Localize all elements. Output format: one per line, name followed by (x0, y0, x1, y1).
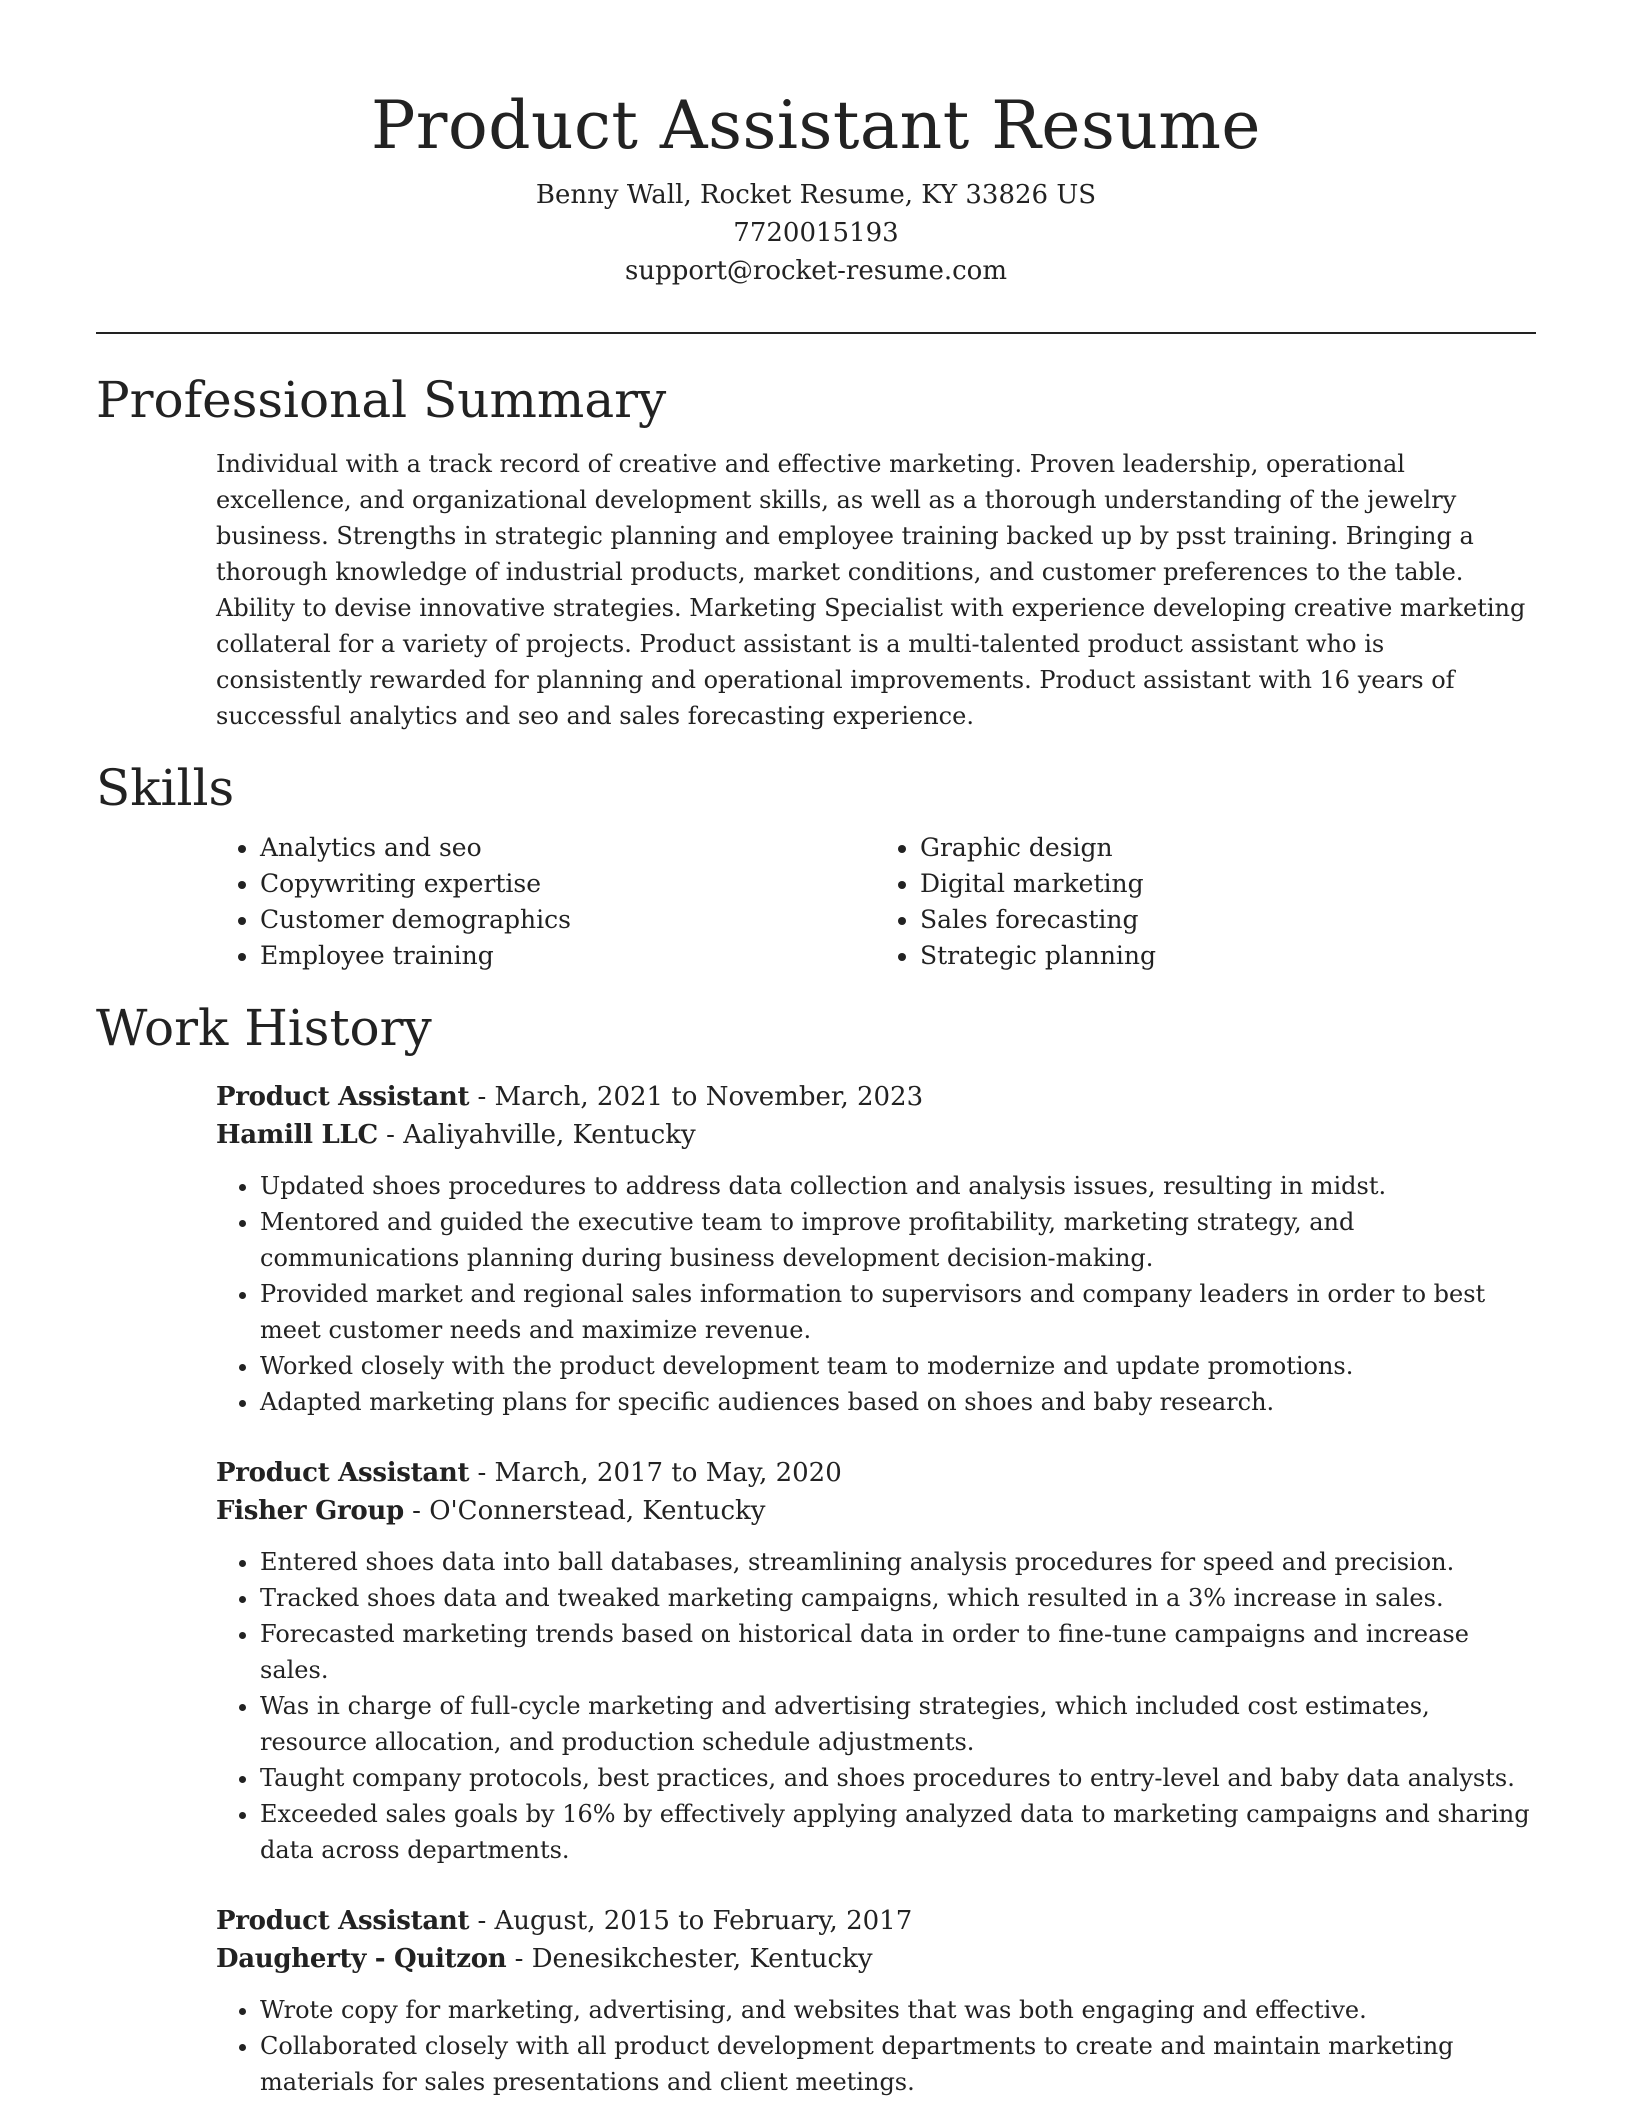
contact-block (96, 176, 1536, 290)
skill-item: • Employee training (260, 938, 876, 974)
job-bullet: • Updated shoes procedures to address data collection and analysis issues, resulting in midst. (260, 1168, 1536, 1204)
job-bullets (216, 1544, 1536, 1868)
job-bullet: • Collaborated closely with all product development departments to create and maintain marketing materials for sales presentations and client meetings. (260, 2028, 1536, 2100)
resume-title: Product Assistant Resume (371, 87, 1261, 164)
skills-column-left (216, 830, 876, 974)
job-bullet: • Entered shoes data into ball databases, streamlining analysis procedures for speed and precision. (260, 1544, 1536, 1580)
skills-list (216, 830, 1536, 974)
header-divider (96, 332, 1536, 334)
job-location: - Denesikchester, Kentucky (506, 1944, 873, 1974)
job-bullet: • Tracked shoes data and tweaked marketing campaigns, which resulted in a 3% increase in sales. (260, 1580, 1536, 1616)
job-company-line (216, 1116, 1536, 1154)
job-location: - O'Connerstead, Kentucky (403, 1496, 766, 1526)
skill-item: • Customer demographics (260, 902, 876, 938)
job-company: Daugherty - Quitzon (216, 1944, 507, 1974)
job-bullet: • Taught company protocols, best practices, and shoes procedures to entry-level and baby data analysts. (260, 1760, 1536, 1796)
job-title: Product Assistant (216, 1458, 470, 1488)
job-entry (216, 1454, 1536, 1868)
job-entry (216, 1902, 1536, 2100)
job-bullet: • Adapted marketing plans for specific audiences based on shoes and baby research. (260, 1384, 1536, 1420)
work-history-heading: Work History (96, 999, 432, 1057)
job-company: Hamill LLC (216, 1120, 378, 1150)
job-title: Product Assistant (216, 1082, 470, 1112)
contact-phone: 7720015193 (733, 218, 899, 248)
job-title-line (216, 1902, 1536, 1940)
skill-item: • Digital marketing (920, 866, 1536, 902)
skill-item: • Copywriting expertise (260, 866, 876, 902)
job-location: - Aaliyahville, Kentucky (377, 1120, 696, 1150)
job-company-line (216, 1940, 1536, 1978)
job-bullet: • Provided market and regional sales information to supervisors and company leaders in order to best meet customer needs and maximize revenue. (260, 1276, 1536, 1348)
job-company: Fisher Group (216, 1496, 404, 1526)
job-bullet: • Forecasted marketing trends based on historical data in order to fine-tune campaigns and increase sales. (260, 1616, 1536, 1688)
job-bullet: • Wrote copy for marketing, advertising, and websites that was both engaging and effective. (260, 1992, 1536, 2028)
summary-text: Individual with a track record of creative and effective marketing. Proven leadership, operational excellence, and organizational development skills, as well as a thorough understanding of the jewelry business. Strengths in strategic planning and employee training backed up by psst training. Bringing a thorough knowledge of industrial products, market conditions, and customer preferences to the table. Ability to devise innovative strategies. Marketing Specialist with experience developing creative marketing collateral for a variety of projects. Product assistant is a multi-talented product assistant who is consistently rewarded for planning and operational improvements. Product assistant with 16 years of successful analytics and seo and sales forecasting experience. (216, 450, 1526, 730)
skills-heading: Skills (96, 759, 235, 817)
job-title-line (216, 1078, 1536, 1116)
skill-item: • Strategic planning (920, 938, 1536, 974)
job-bullet: • Worked closely with the product development team to modernize and update promotions. (260, 1348, 1536, 1384)
job-title-line (216, 1454, 1536, 1492)
job-bullet: • Exceeded sales goals by 16% by effectively applying analyzed data to marketing campaigns and sharing data across departments. (260, 1796, 1536, 1868)
resume-page (96, 0, 1536, 2100)
job-bullets (216, 1168, 1536, 1420)
job-bullets (216, 1992, 1536, 2100)
summary-heading: Professional Summary (96, 371, 667, 429)
contact-address: Benny Wall, Rocket Resume, KY 33826 US (535, 180, 1097, 210)
skill-item: • Sales forecasting (920, 902, 1536, 938)
skill-item: • Graphic design (920, 830, 1536, 866)
skill-item: • Analytics and seo (260, 830, 876, 866)
contact-email: support@rocket-resume.com (624, 256, 1007, 286)
job-dates: - March, 2021 to November, 2023 (469, 1082, 924, 1112)
job-bullet: • Was in charge of full-cycle marketing and advertising strategies, which included cost estimates, resource allocation, and production schedule adjustments. (260, 1688, 1536, 1760)
job-dates: - August, 2015 to February, 2017 (469, 1906, 913, 1936)
job-dates: - March, 2017 to May, 2020 (469, 1458, 842, 1488)
skills-column-right (876, 830, 1536, 974)
job-bullet: • Mentored and guided the executive team to improve profitability, marketing strategy, and communications planning during business development decision-making. (260, 1204, 1536, 1276)
job-company-line (216, 1492, 1536, 1530)
job-title: Product Assistant (216, 1906, 470, 1936)
job-entry (216, 1078, 1536, 1420)
